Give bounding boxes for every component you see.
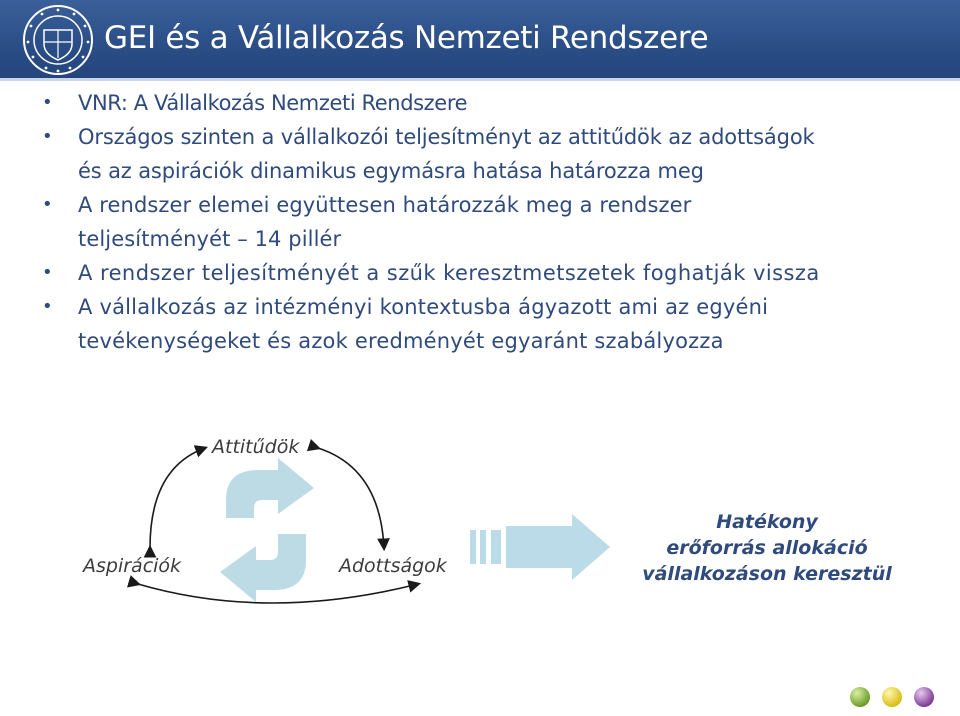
curve-arrow-aspirations-attitudes [150, 448, 205, 548]
slide-title: GEI és a Vállalkozás Nemzeti Rendszere [104, 20, 709, 56]
result-line-3: vállalkozáson keresztül [642, 563, 892, 585]
yellow-sphere-icon[interactable] [882, 687, 902, 707]
label-endowments: Adottságok [339, 555, 447, 577]
bullet-text: tevékenységeket és azok eredményét egyaránt szabályozza [78, 329, 724, 353]
purple-sphere-icon[interactable] [914, 687, 934, 707]
label-aspirations: Aspirációk [83, 555, 182, 577]
result-line-1: Hatékony [716, 511, 818, 533]
bullet-text: VNR: A Vállalkozás Nemzeti Rendszere [78, 91, 468, 115]
result-line-2: erőforrás allokáció [666, 537, 868, 559]
bullet-text: A rendszer elemei együttesen határozzák meg a rendszer [78, 193, 692, 217]
curve-arrow-attitudes-endowments [318, 448, 384, 548]
bullet-text: Országos szinten a vállalkozói teljesítményt az attitűdök az adottságok [78, 125, 815, 149]
bullet-text: teljesítményét – 14 pillér [78, 227, 342, 251]
bullet-text: A rendszer teljesítményét a szűk keresztmetszetek foghatják vissza [78, 261, 820, 285]
cycle-arrow-bottom-icon [220, 534, 306, 602]
label-attitudes: Attitűdök [212, 436, 300, 458]
nav-sphere-icons [846, 684, 946, 710]
bullet-text: A vállalkozás az intézményi kontextusba ágyazott ami az egyéni [78, 295, 769, 319]
green-sphere-icon[interactable] [850, 687, 870, 707]
bullet-text: és az aspirációk dinamikus egymásra hatása határozza meg [78, 159, 704, 183]
big-arrow-icon [470, 514, 610, 580]
cycle-arrow-top-icon [226, 458, 314, 518]
